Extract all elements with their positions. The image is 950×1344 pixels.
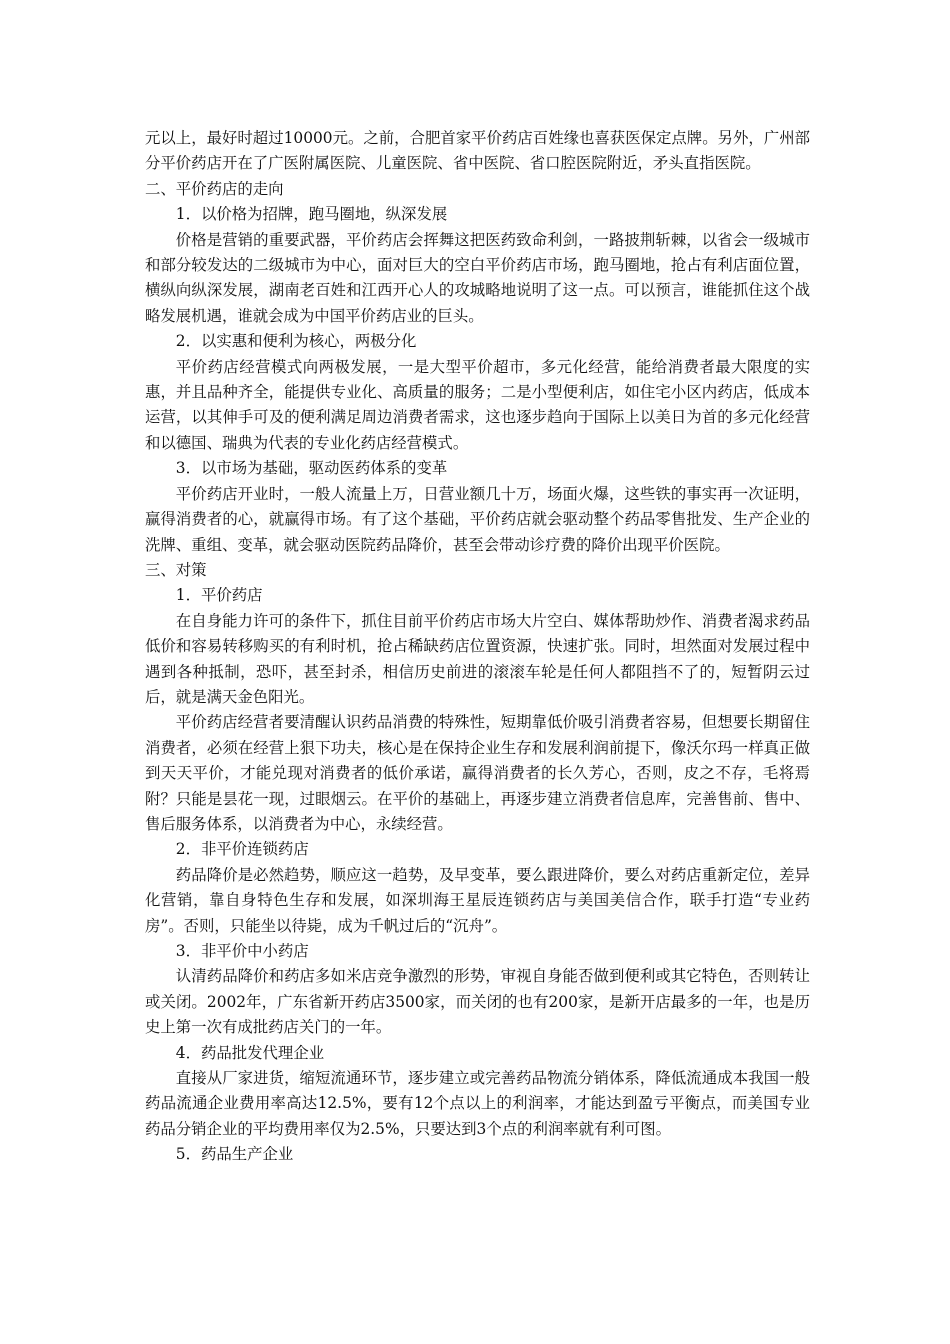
section-3-heading-4: 4．药品批发代理企业 — [175, 1043, 325, 1062]
section-3-heading-3: 3．非平价中小药店 — [175, 942, 309, 960]
section-3-paragraph-3: 认清药品降价和药店多如米店竞争激烈的形势，审视自身能否做到便利或其它特色，否则转让或关闭。2002年，广东省新开药店3500家，而关闭的也有200家，是新开店最多的一年，也是历史上第一次有成批药店关门的一年。 — [145, 967, 810, 1037]
section-3-title: 三、对策 — [145, 560, 207, 579]
section-3-paragraph-4: 直接从厂家进货，缩短流通环节，逐步建立或完善药品物流分销体系，降低流通成本我国一般药品流通企业费用率高达12.5%，要有12个点以上的利润率，才能达到盈亏平衡点，而美国专业药品分销企业的平均费用率仅为2.5%，只要达到3个点的利润率就有利可图。 — [145, 1069, 810, 1138]
section-2-heading-1: 1．以价格为招牌，跑马圈地，纵深发展 — [175, 205, 448, 224]
section-2-heading-2: 2．以实惠和便利为核心，两极分化 — [175, 332, 417, 351]
section-2-paragraph-3: 平价药店开业时，一般人流量上万，日营业额几十万，场面火爆，这些铁的事实再一次证明，赢得消费者的心，就赢得市场。有了这个基础，平价药店就会驱动整个药品零售批发、生产企业的洗牌、重组、变革，就会驱动医院药品降价，甚至会带动诊疗费的降价出现平价医院。 — [145, 484, 810, 554]
section-3-heading-5: 5．药品生产企业 — [175, 1145, 294, 1164]
section-3-heading-1: 1．平价药店 — [175, 586, 263, 605]
section-2-paragraph-1: 价格是营销的重要武器，平价药店会挥舞这把医药致命利剑，一路披荆斩棘，以省会一级城市和部分较发达的二级城市为中心，面对巨大的空白平价药店市场，跑马圈地，抢占有利店面位置，横纵向纵深发展，湖南老百姓和江西开心人的攻城略地说明了这一点。可以预言，谁能抓住这个战略发展机遇，谁就会成为中国平价药店业的巨头。 — [145, 230, 810, 325]
section-3-paragraph-2: 药品降价是必然趋势，顺应这一趋势，及早变革，要么跟进降价，要么对药店重新定位，差异化营销，靠自身特色生存和发展，如深圳海王星辰连锁药店与美国美信合作，联手打造“专业药房”。否则，只能坐以待毙，成为千帆过后的“沉舟”。 — [145, 865, 810, 935]
section-2-title: 二、平价药店的走向 — [145, 179, 284, 198]
section-3-paragraph-1b: 平价药店经营者要清醒认识药品消费的特殊性，短期靠低价吸引消费者容易，但想要长期留住消费者，必须在经营上狠下功夫，核心是在保持企业生存和发展利润前提下，像沃尔玛一样真正做到天天平价，才能兑现对消费者的低价承诺，赢得消费者的长久芳心，否则，皮之不存，毛将焉附？只能是昙花一现，过眼烟云。在平价的基础上，再逐步建立消费者信息库，完善售前、售中、售后服务体系，以消费者为中心，永续经营。 — [145, 713, 810, 833]
document-body — [145, 126, 810, 1168]
section-3-paragraph-1a: 在自身能力许可的条件下，抓住目前平价药店市场大片空白、媒体帮助炒作、消费者渴求药品低价和容易转移购买的有利时机，抢占稀缺药店位置资源，快速扩张。同时，坦然面对发展过程中遇到各种抵制，恐吓，甚至封杀，相信历史前进的滚滚车轮是任何人都阻挡不了的，短暂阴云过后，就是满天金色阳光。 — [145, 611, 810, 706]
section-2-heading-3: 3．以市场为基础，驱动医药体系的变革 — [175, 459, 448, 478]
section-2-paragraph-2: 平价药店经营模式向两极发展，一是大型平价超市，多元化经营，能给消费者最大限度的实惠，并且品种齐全，能提供专业化、高质量的服务；二是小型便利店，如住宅小区内药店，低成本运营，以其伸手可及的便利满足周边消费者需求，这也逐步趋向于国际上以美日为首的多元化经营和以德国、瑞典为代表的专业化药店经营模式。 — [145, 357, 810, 452]
intro-paragraph: 元以上，最好时超过10000元。之前，合肥首家平价药店百姓缘也喜获医保定点牌。另外，广州部分平价药店开在了广医附属医院、儿童医院、省中医院、省口腔医院附近，矛头直指医院。 — [145, 129, 810, 173]
section-3-heading-2: 2．非平价连锁药店 — [175, 840, 309, 859]
